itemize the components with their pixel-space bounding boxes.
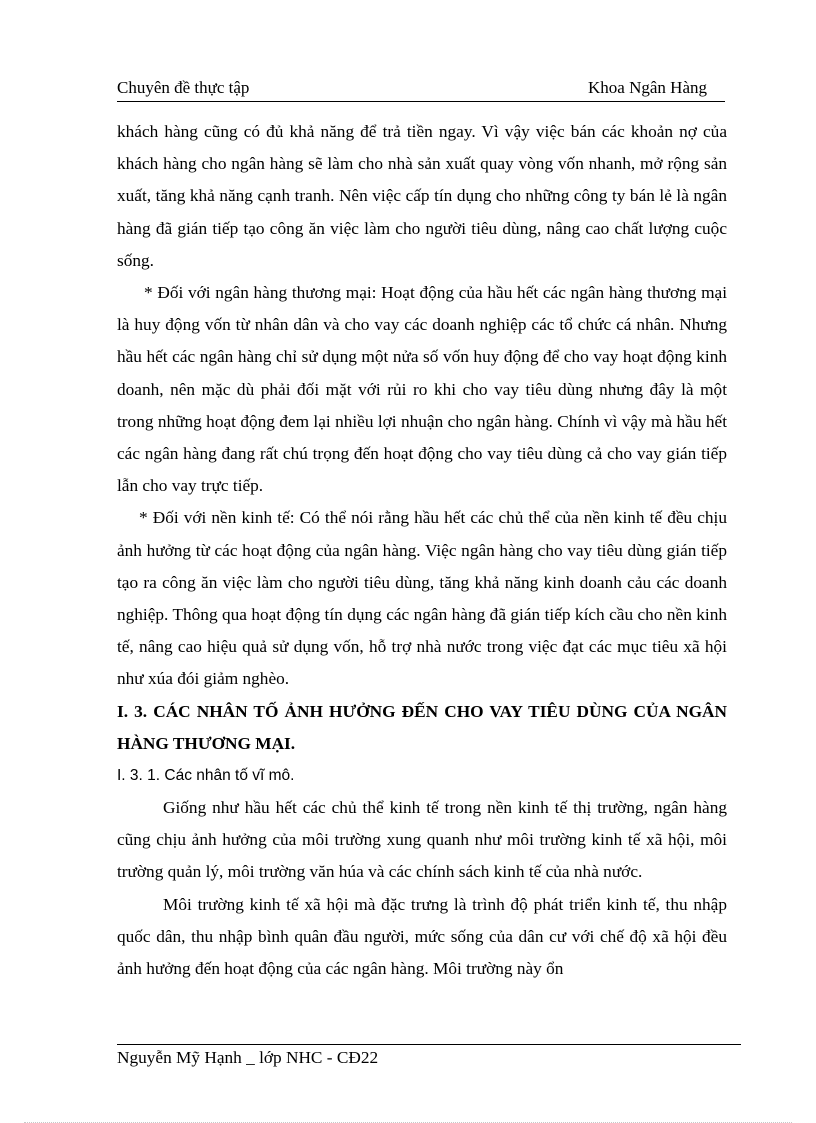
header-divider (117, 101, 725, 102)
page-header (117, 76, 727, 100)
paragraph-commercial-banks: * Đối với ngân hàng thương mại: Hoạt động của hầu hết các ngân hàng thương mại là huy động vốn từ nhân dân và cho vay các doanh nghiệp các tổ chức cá nhân. Nhưng hầu hết các ngân hàng chỉ sử dụng một nửa số vốn huy động để cho vay hoạt động kinh doanh, nên mặc dù phải đối mặt với rủi ro khi cho vay tiêu dùng nhưng đây là một trong những hoạt động đem lại nhiều lợi nhuận cho ngân hàng. Chính vì vậy mà hầu hết các ngân hàng đang rất chú trọng đến hoạt động cho vay tiêu dùng cả cho vay gián tiếp lẫn cho vay trực tiếp. (117, 283, 727, 496)
paragraph-continuation: khách hàng cũng có đủ khả năng để trả tiền ngay. Vì vậy việc bán các khoản nợ của khách hàng cho ngân hàng sẽ làm cho nhà sản xuất quay vòng vốn nhanh, mở rộng sản xuất, tăng khả năng cạnh tranh. Nên việc cấp tín dụng cho những công ty bán lẻ là ngân hàng đã gián tiếp tạo công ăn việc làm cho người tiêu dùng, nâng cao chất lượng cuộc sống. (117, 122, 727, 270)
paragraph-macro-factors: Giống như hầu hết các chủ thể kinh tế trong nền kinh tế thị trường, ngân hàng cũng chịu ảnh hưởng của môi trường xung quanh như môi trường kinh tế xã hội, môi trường quản lý, môi trường văn húa và các chính sách kinh tế của nhà nước. (117, 798, 727, 882)
header-title-left: Chuyên đề thực tập (117, 78, 250, 97)
footer-divider (117, 1044, 741, 1045)
paragraph-socioeconomic-environment: Môi trường kinh tế xã hội mà đặc trưng là trình độ phát triển kinh tế, thu nhập quốc dân, thu nhập bình quân đầu người, mức sống của dân cư với chế độ xã hội đều ảnh hưởng đến hoạt động của các ngân hàng. Môi trường này ổn (117, 894, 727, 979)
page-footer: Nguyễn Mỹ Hạnh _ lớp NHC - CĐ22 (117, 1048, 379, 1067)
header-title-right: Khoa Ngân Hàng (588, 78, 707, 97)
paragraph-economy: * Đối với nền kinh tế: Có thể nói rằng hầu hết các chủ thể của nền kinh tế đều chịu ảnh hưởng từ các hoạt động của ngân hàng. Việc ngân hàng cho vay tiêu dùng gián tiếp tạo ra công ăn việc làm cho người tiêu dùng, tăng khả năng kinh doanh cảu các doanh nghiệp. Thông qua hoạt động tín dụng các ngân hàng đã gián tiếp kích cầu cho nền kinh tế, nâng cao hiệu quả sử dụng vốn, hỗ trợ nhà nước trong việc đạt các mục tiêu xã hội như xúa đói giảm nghèo. (117, 508, 727, 689)
subsection-heading: I. 3. 1. Các nhân tố vĩ mô. (117, 767, 295, 785)
document-body (117, 116, 727, 985)
section-heading: I. 3. CÁC NHÂN TỐ ẢNH HƯỞNG ĐẾN CHO VAY TIÊU DÙNG CỦA NGÂN HÀNG THƯƠNG MẠI. (117, 701, 727, 753)
